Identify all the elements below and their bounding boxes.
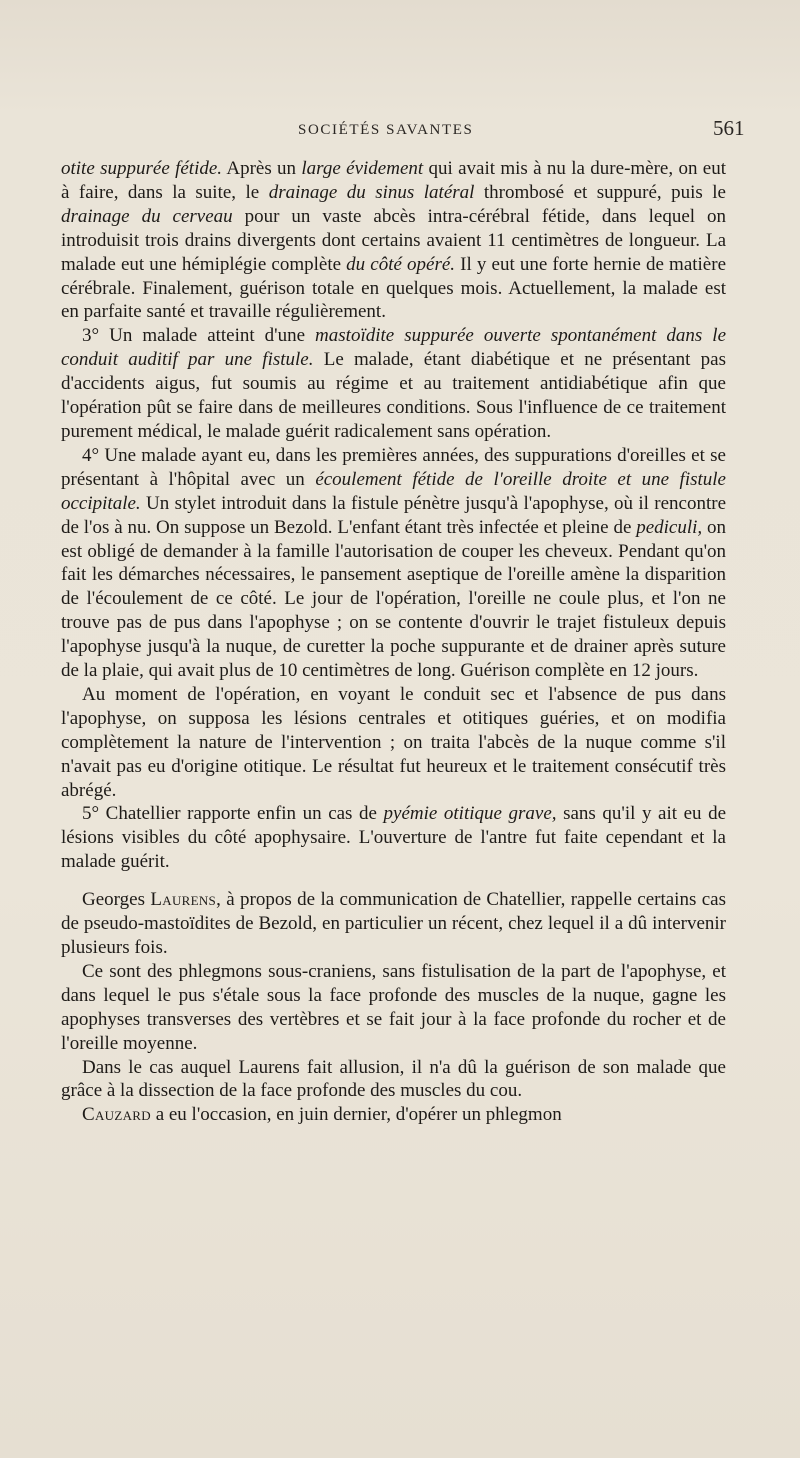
body-text (61, 157, 726, 1127)
italic-phrase: pyémie otitique grave, (383, 803, 557, 825)
italic-phrase: du côté opéré. (346, 253, 456, 275)
italic-phrase: drainage du sinus latéral (268, 181, 475, 203)
text-run: Il y eut une forte hernie de matière cérébrale. Finalement, guérison totale en quelques mois. Actuellement, la malade est en parfaite santé et travaille régulièrement. (61, 253, 726, 323)
text-run: Georges (82, 889, 151, 911)
author-name: Cauzard (82, 1104, 151, 1126)
paragraph-case-4 (61, 444, 726, 683)
text-run: pour un vaste abcès intra-cérébral fétide, dans lequel on introduisit trois drains divergents dont certains avaient 11 centimètres de longueur. La malade eut une hémiplégie complète (61, 205, 726, 275)
text-run: Un stylet introduit dans la fistule pénètre jusqu'à l'apophyse, où il rencontre de l'os à nu. On suppose un Bezold. L'enfant étant très infectée et pleine de (61, 492, 726, 538)
text-run: Après un (222, 158, 302, 179)
text-run: 3° Un malade atteint d'une (82, 325, 316, 347)
italic-phrase: écoulement fétide de l'oreille droite et une fistule occipitale. (61, 468, 726, 514)
paragraph-cauzard (61, 1103, 726, 1127)
paragraph-case-3 (61, 324, 726, 444)
italic-phrase: large évidement (301, 158, 424, 179)
text-run: qui avait mis à nu la dure-mère, on eut à faire, dans la suite, le (61, 158, 726, 203)
running-head: SOCIÉTÉS SAVANTES (298, 122, 474, 138)
author-name: Laurens (150, 889, 217, 911)
text-run: sans qu'il y ait eu de lésions visibles du côté apophysaire. L'ouverture de l'antre fut faite cependant et la malade guérit. (61, 803, 727, 873)
italic-phrase: mastoïdite suppurée ouverte spontanément dans le conduit auditif par une fistule. (61, 325, 727, 371)
text-run: 5° Chatellier rapporte enfin un cas de (82, 803, 384, 825)
italic-phrase: otite suppurée fétide. (61, 158, 223, 179)
paragraph-case-2-continuation (61, 157, 726, 324)
paragraph-laurens-case: Dans le cas auquel Laurens fait allusion, il n'a dû la guérison de son malade que grâce à la dissection de la face profonde des muscles du cou. (61, 1056, 726, 1102)
italic-phrase: drainage du cerveau (61, 205, 233, 227)
text-run: , à propos de la communication de Chatellier, rappelle certains cas de pseudo-mastoïdites de Bezold, en particulier un récent, chez lequel il a dû intervenir plusieurs fois. (61, 889, 727, 958)
italic-phrase: pediculi, (636, 516, 703, 538)
paragraph-operation-note: Au moment de l'opération, en voyant le conduit sec et l'absence de pus dans l'apophyse, on supposa les lésions centrales et otitiques guéries, et on modifia complètement la nature de l'intervention ; on traita l'abcès de la nuque comme s'il n'avait pas eu d'origine otitique. Le résultat fut heureux et le traitement consécutif très abrégé. (61, 683, 726, 801)
text-run: 4° Une malade ayant eu, dans les premières années, des suppurations d'oreilles et se présentant à l'hôpital avec un (61, 444, 726, 490)
text-run: thrombosé et suppuré, puis le (474, 181, 726, 203)
page-header (0, 116, 800, 148)
text-run: Le malade, étant diabétique et ne présentant pas d'accidents aigus, fut soumis au régime et au traitement antidiabétique afin que l'opération pût se faire dans de meilleures conditions. Sous l'influence de ce traitement purement médical, le malade guérit radicalement sans opération. (61, 349, 726, 442)
text-run: a eu l'occasion, en juin dernier, d'opérer un phlegmon (150, 1104, 562, 1126)
text-run: on est obligé de demander à la famille l'autorisation de couper les cheveux. Pendant qu'on fait les démarches nécessaires, le pansement aseptique de l'oreille amène la disparition de l'écoulement de ce côté. Le jour de l'opération, l'oreille ne coule plus, et l'on ne trouve pas de pus dans l'apophyse ; on se contente d'ouvrir le trajet fistuleux depuis l'apophyse jusqu'à la nuque, de curetter la poche suppurante et de drainer après suture de la plaie, qui avait plus de 10 centimètres de long. Guérison complète en 12 jours. (61, 516, 727, 682)
paragraph-laurens (61, 888, 726, 960)
paragraph-phlegmons: Ce sont des phlegmons sous-craniens, sans fistulisation de la part de l'apophyse, et dans lequel le pus s'étale sous la face profonde des muscles de la nuque, gagne les apophyses transverses des vertèbres et se fait jour à la face profonde du rocher et de l'oreille moyenne. (61, 960, 726, 1054)
paragraph-case-5 (61, 802, 726, 874)
page-number: 561 (713, 116, 745, 140)
